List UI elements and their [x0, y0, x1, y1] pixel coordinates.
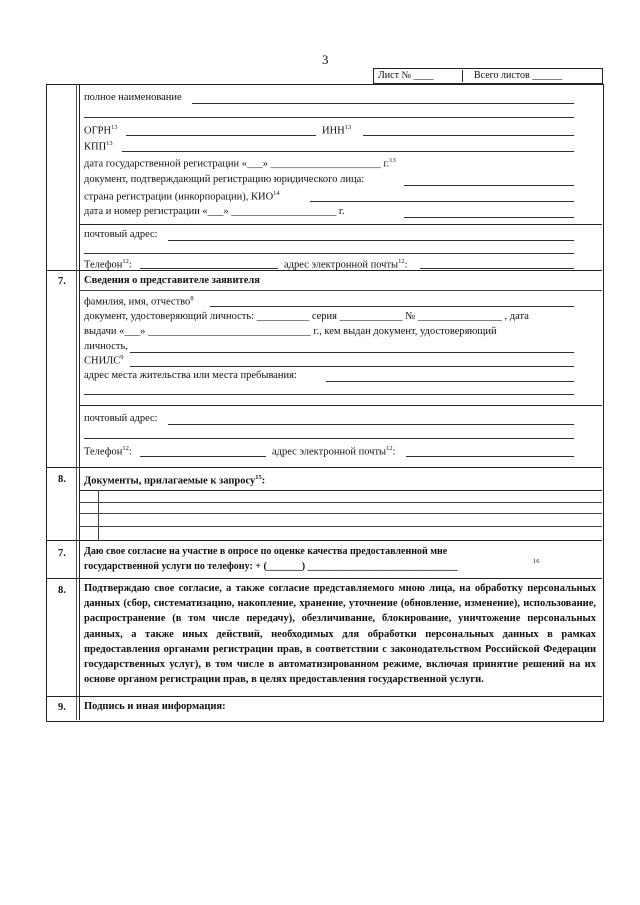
sheet-counter-box: [373, 68, 603, 84]
kpp-label: КПП$^{13}$: [84, 140, 113, 153]
org-postal-label: почтовый адрес:: [84, 229, 158, 240]
section-number-7b: 7.: [58, 548, 66, 559]
full-name-label: полное наименование: [84, 92, 182, 103]
identity-document-line: документ, удостоверяющий личность: __________ серия ____________ № ________________ , дата: [84, 311, 529, 322]
section-number-8: 8.: [58, 474, 66, 485]
consent-text: Подтверждаю свое согласие, а также согласие представляемого мною лица, на обработку персональных данных (сбор, систематизацию, накопление, хранение, уточнение (обновление, изменение), использование, распространение (в том числе передачу), обезличивание, блокирование, уничтожение персональных данных, а также иных действий, необходимых для обработки персональных данных в рамках предоставления органами регистрации прав, в соответствии с законодательством Российской Федерации государственных услуг), в том числе в автоматизированном режиме, включая принятие решений на их основе органом регистрации прав, в целях предоставления государственной услуги.: [84, 583, 596, 686]
inn-label: ИНН$^{13}$: [322, 124, 352, 137]
registration-number: дата и номер регистрации «___» ____________________ г.: [84, 206, 345, 217]
registration-date: дата государственной регистрации «___» _____________________ г.$^{13}$: [84, 157, 396, 170]
section-number-8b: 8.: [58, 585, 66, 596]
representative-title: Сведения о представителе заявителя: [84, 275, 260, 286]
rep-email-label: адрес электронной почты$^{12}$:: [272, 445, 396, 458]
section-number-7: 7.: [58, 276, 66, 287]
fio-label: фамилия, имя, отчество$^8$: [84, 295, 194, 308]
registration-document-label: документ, подтверждающий регистрацию юридического лица:: [84, 174, 365, 185]
rep-phone-label: Телефон$^{12}$:: [84, 445, 132, 458]
residence-address-label: адрес места жительства или места пребывания:: [84, 370, 297, 381]
org-email-label: адрес электронной почты$^{12}$:: [284, 258, 408, 271]
snils-label: СНИЛС$^9$: [84, 354, 124, 367]
survey-line-1: Даю свое согласие на участие в опросе по оценке качества предоставленной мне: [84, 546, 448, 557]
section-number-9: 9.: [58, 702, 66, 713]
survey-line-2: государственной услуги по телефону: + (_______) ______________________________: [84, 561, 458, 572]
ogrn-label: ОГРН$^{13}$: [84, 124, 118, 137]
rep-postal-label: почтовый адрес:: [84, 413, 158, 424]
total-sheets-label: Всего листов ______: [474, 70, 563, 81]
org-phone-label: Телефон$^{12}$:: [84, 258, 132, 271]
issue-line: выдачи «___» _______________________________ г., кем выдан документ, удостоверяющий: [84, 326, 497, 337]
documents-title: Документы, прилагаемые к запросу$^{15}$:: [84, 474, 266, 487]
page-number: 3: [322, 52, 329, 67]
signature-title: Подпись и иная информация:: [84, 701, 226, 712]
sheet-number-label: Лист № ____: [378, 70, 463, 82]
country-label: страна регистрации (инкорпорации), КИО$^{14}$: [84, 190, 280, 203]
identity-label: личность,: [84, 341, 128, 352]
survey-footnote: 16: [533, 558, 540, 565]
